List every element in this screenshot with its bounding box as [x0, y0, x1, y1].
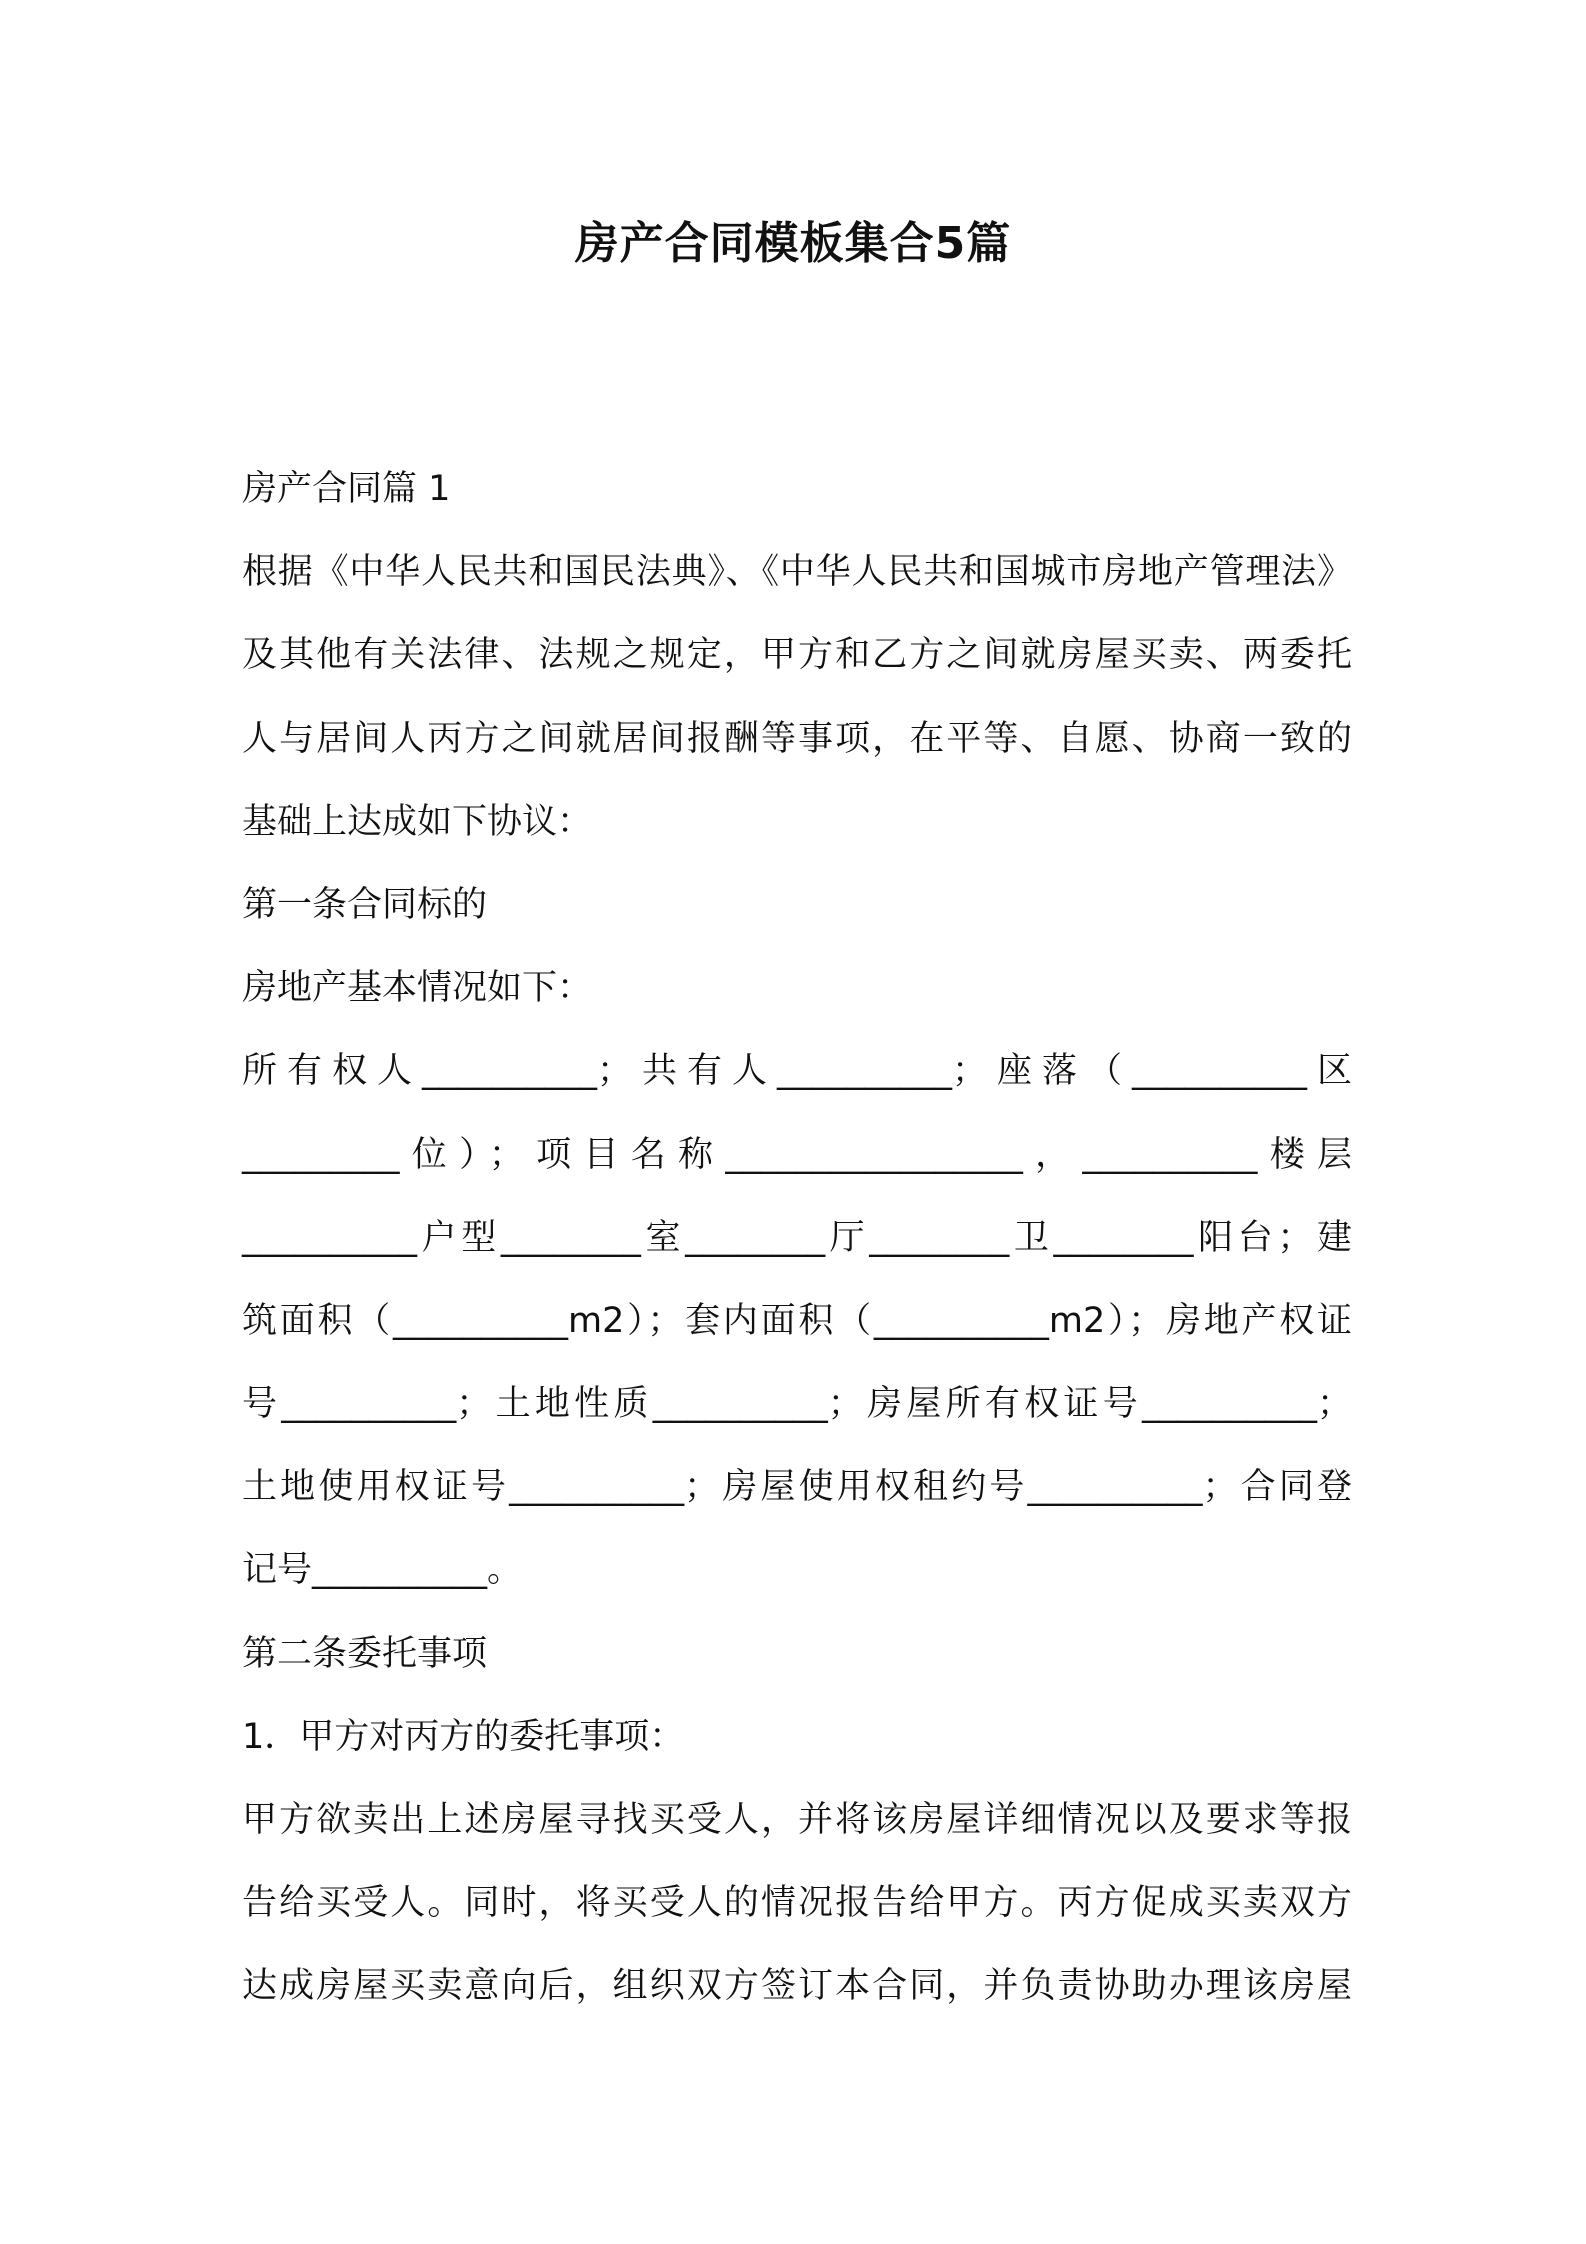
paragraph-line: 甲方欲卖出上述房屋寻找买受人，并将该房屋详细情况以及要求等报: [242, 1800, 1352, 1840]
fill-in-line: 土地使用权证号__________；房屋使用权租约号__________；合同登: [242, 1467, 1352, 1508]
fill-in-line: 筑面积（__________m2）；套内面积（__________m2）；房地产权证: [242, 1300, 1352, 1341]
paragraph-line: 人与居间人丙方之间就居间报酬等事项，在平等、自愿、协商一致的: [242, 718, 1352, 759]
paragraph-line: 基础上达成如下协议：: [242, 801, 593, 842]
fill-in-line: _________位）；项目名称_________________，__________楼层: [242, 1134, 1352, 1175]
article-heading-1: 第一条合同标的: [242, 884, 488, 925]
fill-in-line: 记号__________。: [242, 1550, 523, 1591]
clause-heading: 1．甲方对丙方的委托事项：: [242, 1716, 685, 1757]
paragraph-line: 房地产基本情况如下：: [242, 968, 593, 1009]
document-title: 房产合同模板集合5篇: [574, 218, 1012, 269]
fill-in-line: __________户型________室________厅________卫________阳台；建: [242, 1217, 1352, 1258]
fill-in-line: 号__________；土地性质__________；房屋所有权证号__________；: [242, 1384, 1352, 1425]
paragraph-line: 及其他有关法律、法规之规定，甲方和乙方之间就房屋买卖、两委托: [242, 635, 1352, 676]
document-body: [242, 448, 1352, 2029]
fill-in-line: 所有权人__________；共有人__________；座落（__________区: [242, 1051, 1352, 1092]
paragraph-line: 根据《中华人民共和国民法典》、《中华人民共和国城市房地产管理法》: [242, 552, 1352, 593]
paragraph-line: 告给买受人。同时，将买受人的情况报告给甲方。丙方促成买卖双方: [242, 1883, 1352, 1924]
paragraph-line: 达成房屋买卖意向后，组织双方签订本合同，并负责协助办理该房屋: [242, 1966, 1352, 2007]
section-heading-1: 房产合同篇 1: [242, 469, 451, 509]
article-heading-2: 第二条委托事项: [242, 1633, 488, 1674]
